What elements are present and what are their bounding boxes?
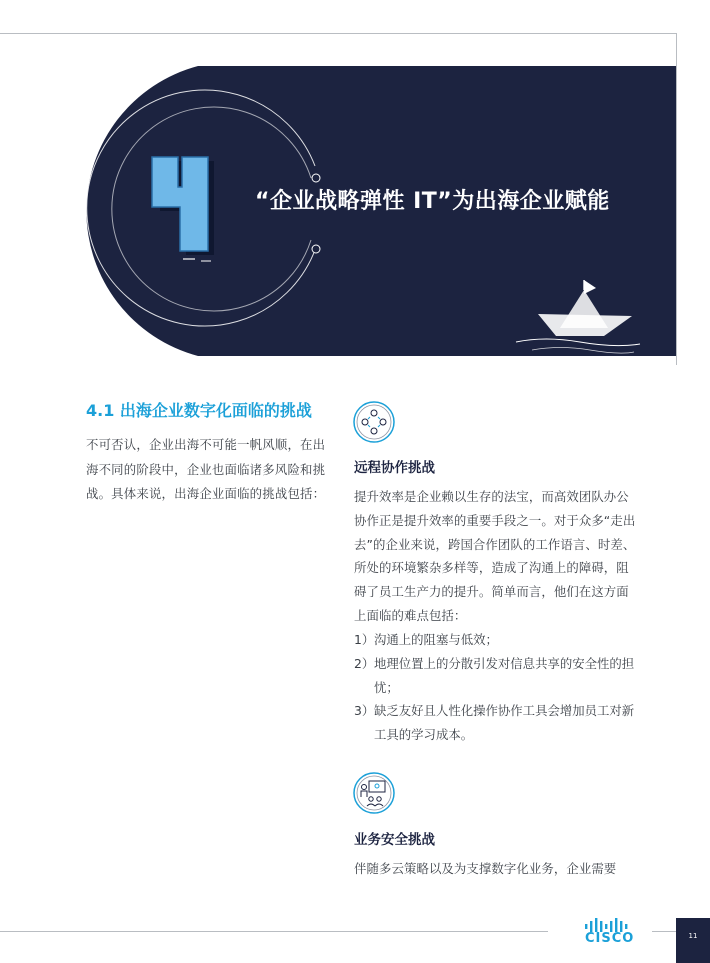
chapter-title: “企业战略弹性 IT”为出海企业赋能	[255, 189, 610, 214]
arc-dot-top	[312, 174, 320, 182]
bottom-rule	[0, 931, 548, 932]
arc-dot-bottom	[312, 245, 320, 253]
remote-collaboration-body: 提升效率是企业赖以生存的法宝，而高效团队办公协作正是提升效率的重要手段之一。对于众多“走出去”的企业来说，跨国合作团队的工作语言、时差、所处的环境繁杂多样等，造成了沟通上的障碍，阻碍了员工生产力的提升。简单而言，他们在这方面上面临的难点包括：	[354, 489, 636, 623]
cisco-logo-text: CISCO	[585, 931, 635, 946]
remote-challenges-list	[354, 628, 644, 747]
right-rule	[676, 33, 677, 365]
list-item: 1）沟通上的阻塞与低效；	[354, 632, 498, 647]
section-intro: 不可否认，企业出海不可能一帆风顺，在出海不同的阶段中，企业也面临诸多风险和挑战。具体来说，出海企业面临的挑战包括：	[86, 437, 326, 501]
chapter-number-graphic	[146, 151, 238, 263]
business-security-body: 伴随多云策略以及为支撑数字化业务，企业需要	[354, 861, 617, 876]
chapter-number: 4	[236, 251, 237, 252]
banner-graphic	[0, 66, 676, 366]
top-rule	[0, 33, 676, 34]
page-number: 11	[676, 918, 710, 963]
business-security-title: 业务安全挑战	[354, 832, 435, 848]
list-item: 2）地理位置上的分散引发对信息共享的安全性的担忧；	[354, 655, 635, 695]
list-item: 3）缺乏友好且人性化操作协作工具会增加员工对新工具的学习成本。	[354, 703, 635, 743]
chapter-banner	[0, 66, 676, 366]
remote-collaboration-title: 远程协作挑战	[354, 460, 435, 476]
bottom-rule-right	[652, 931, 676, 932]
team-collaboration-icon	[352, 400, 396, 444]
section-heading: 4.1 出海企业数字化面临的挑战	[86, 401, 312, 420]
presentation-audience-icon	[352, 771, 396, 815]
